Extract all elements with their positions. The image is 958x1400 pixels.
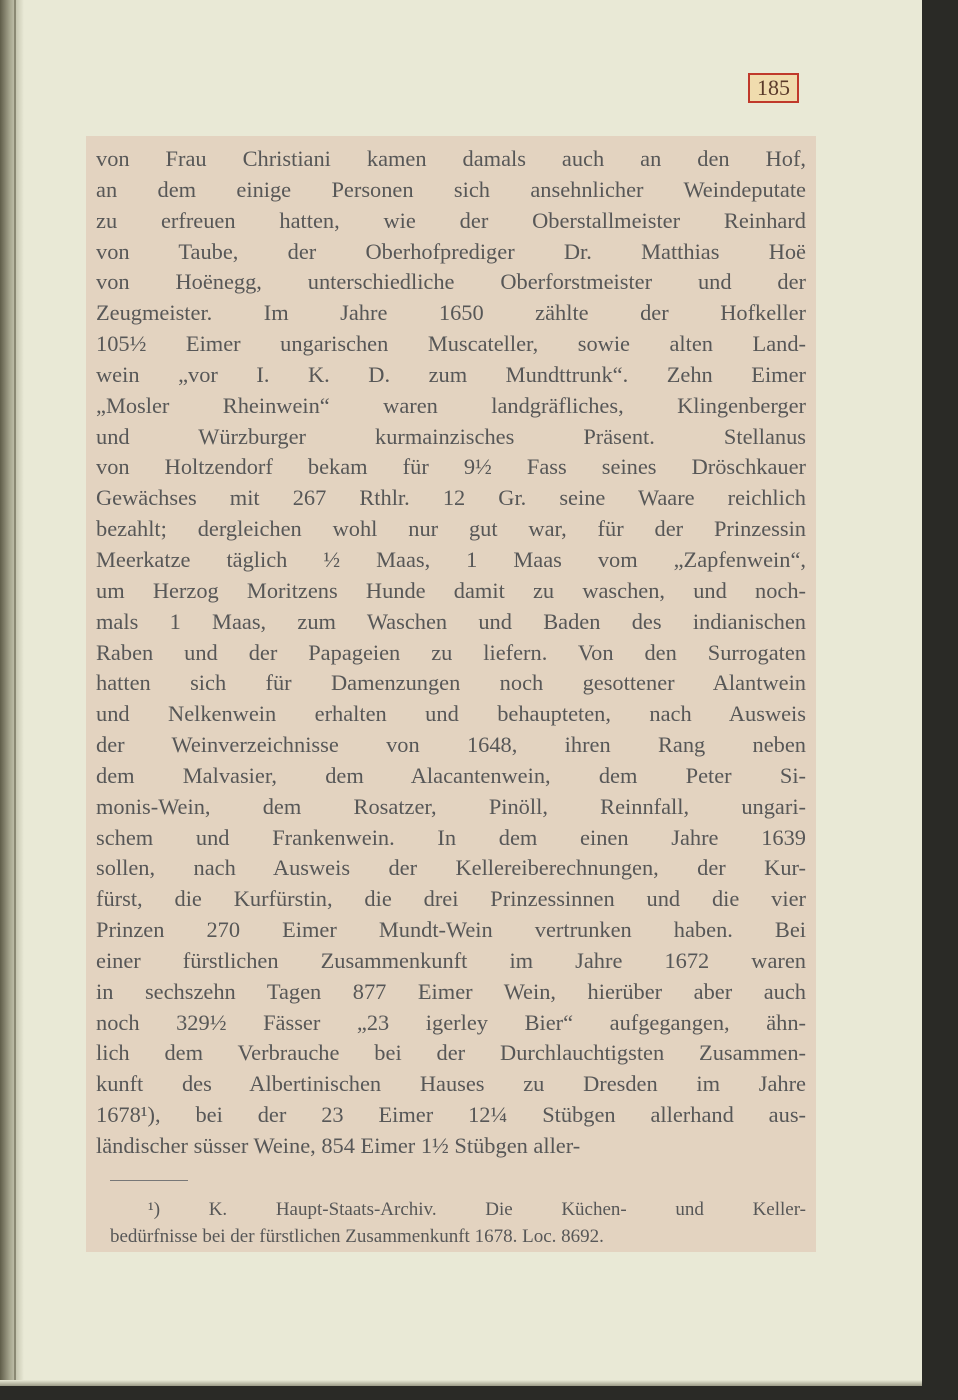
text-line: an dem einige Personen sich ansehnlicher Weindeputate xyxy=(96,176,806,202)
text-line: von Frau Christiani kamen damals auch an den Hof, xyxy=(96,146,806,171)
text-line: dem Malvasier, dem Alacantenwein, dem Peter Si- xyxy=(96,762,806,788)
text-line: von Taube, der Oberhofprediger Dr. Matthias Hoë xyxy=(96,238,806,264)
page-number: 185 xyxy=(748,73,799,103)
text-line: um Herzog Moritzens Hunde damit zu waschen, und noch- xyxy=(96,577,806,603)
text-line: schem und Frankenwein. In dem einen Jahre 1639 xyxy=(96,824,806,850)
text-line: in sechszehn Tagen 877 Eimer Wein, hierüber aber auch xyxy=(96,978,806,1004)
text-line: Raben und der Papageien zu liefern. Von den Surrogaten xyxy=(96,639,806,665)
text-line: lich dem Verbrauche bei der Durchlauchtigsten Zusammen- xyxy=(96,1040,806,1066)
text-line: wein „vor I. K. D. zum Mundttrunk“. Zehn Eimer xyxy=(96,361,806,387)
spine-edge-line xyxy=(14,0,16,1386)
text-line: Zeugmeister. Im Jahre 1650 zählte der Hofkeller xyxy=(96,300,806,326)
text-line: zu erfreuen hatten, wie der Oberstallmeister Reinhard xyxy=(96,207,806,233)
text-line: sollen, nach Ausweis der Kellereiberechnungen, der Kur- xyxy=(96,855,806,881)
body-text xyxy=(96,144,806,1162)
text-line: der Weinverzeichnisse von 1648, ihren Rang neben xyxy=(96,732,806,758)
page-bottom-shadow xyxy=(0,1380,922,1386)
text-line: fürst, die Kurfürstin, die drei Prinzessinnen und die vier xyxy=(96,886,806,912)
footnote-line: bedürfnisse bei der fürstlichen Zusammenkunft 1678. Loc. 8692. xyxy=(110,1226,604,1247)
text-line: Prinzen 270 Eimer Mundt-Wein vertrunken haben. Bei xyxy=(96,917,806,943)
text-line: „Mosler Rheinwein“ waren landgräfliches, Klingenberger xyxy=(96,392,806,418)
text-line: monis-Wein, dem Rosatzer, Pinöll, Reinnfall, ungari- xyxy=(96,793,806,819)
footnote-separator xyxy=(110,1180,188,1181)
book-spine xyxy=(0,0,24,1386)
text-line: Gewächses mit 267 Rthlr. 12 Gr. seine Waare reichlich xyxy=(96,485,806,511)
footnote-line: ¹) K. Haupt-Staats-Archiv. Die Küchen- und Keller- xyxy=(148,1199,806,1220)
text-line: Meerkatze täglich ½ Maas, 1 Maas vom „Zapfenwein“, xyxy=(96,546,806,572)
footnote xyxy=(110,1196,806,1250)
text-line: mals 1 Maas, zum Waschen und Baden des indianischen xyxy=(96,608,806,634)
text-line: hatten sich für Damenzungen noch gesottener Alantwein xyxy=(96,670,806,696)
text-line: einer fürstlichen Zusammenkunft im Jahre 1672 waren xyxy=(96,947,806,973)
text-line: von Holtzendorf bekam für 9½ Fass seines Dröschkauer xyxy=(96,454,806,480)
text-line: und Würzburger kurmainzisches Präsent. Stellanus xyxy=(96,423,806,449)
text-line: 1678¹), bei der 23 Eimer 12¼ Stübgen allerhand aus- xyxy=(96,1102,806,1128)
text-line: ländischer süsser Weine, 854 Eimer 1½ Stübgen aller- xyxy=(96,1133,581,1158)
text-line: noch 329½ Fässer „23 igerley Bier“ aufgegangen, ähn- xyxy=(96,1009,806,1035)
text-line: kunft des Albertinischen Hauses zu Dresden im Jahre xyxy=(96,1071,806,1097)
text-line: 105½ Eimer ungarischen Muscateller, sowie alten Land- xyxy=(96,331,806,357)
text-line: von Hoënegg, unterschiedliche Oberforstmeister und der xyxy=(96,269,806,295)
text-line: bezahlt; dergleichen wohl nur gut war, für der Prinzessin xyxy=(96,516,806,542)
text-line: und Nelkenwein erhalten und behaupteten, nach Ausweis xyxy=(96,701,806,727)
